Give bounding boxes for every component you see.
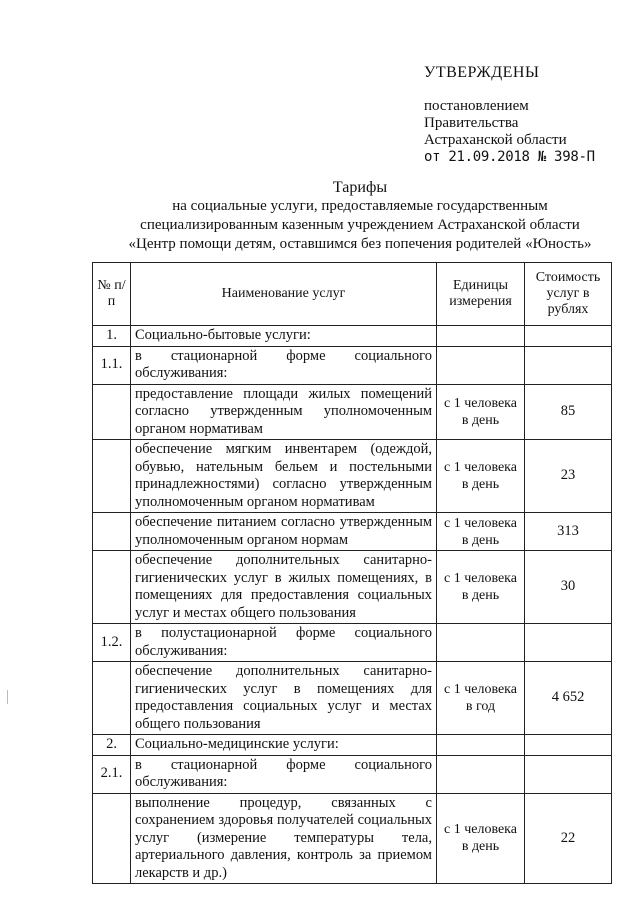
row-name: в стационарной форме социального обслуживания:: [131, 346, 437, 384]
row-num: [93, 551, 131, 624]
header-num: № п/п: [93, 263, 131, 326]
table-row: [93, 551, 612, 624]
table-header-row: [93, 263, 612, 326]
row-unit: [437, 755, 525, 793]
header-name: Наименование услуг: [131, 263, 437, 326]
row-cost: 4 652: [525, 662, 612, 735]
row-unit: [437, 735, 525, 756]
approval-heading: УТВЕРЖДЕНЫ: [424, 64, 540, 81]
approval-line-decree: постановлением: [424, 98, 529, 114]
document-title: Тарифы: [332, 179, 388, 196]
approval-stamp: [424, 64, 634, 166]
document-subtitle-line-3: «Центр помощи детям, оставшимся без попечения родителей «Юность»: [128, 236, 592, 252]
table-row: [93, 755, 612, 793]
row-num: [93, 793, 131, 884]
scan-mark: [7, 690, 8, 704]
approval-line-government: Правительства: [424, 115, 519, 131]
row-cost: [525, 346, 612, 384]
row-cost: 22: [525, 793, 612, 884]
row-unit: [437, 346, 525, 384]
approval-date-number: от 21.09.2018 № 398-П: [424, 149, 595, 165]
table-row: [93, 513, 612, 551]
header-unit: Единицы измерения: [437, 263, 525, 326]
row-name: Социально-бытовые услуги:: [131, 326, 437, 347]
table-row: [93, 793, 612, 884]
document-subtitle-line-1: на социальные услуги, предоставляемые государственным: [172, 198, 548, 214]
table-row: [93, 346, 612, 384]
header-cost: Стоимость услуг в рублях: [525, 263, 612, 326]
row-name: обеспечение дополнительных санитарно-гигиенических услуг в жилых помещениях, в помещениях для предоставления социальных услуг и местах общего пользования: [131, 551, 437, 624]
row-cost: [525, 755, 612, 793]
row-unit: [437, 624, 525, 662]
tariffs-table: [92, 262, 612, 884]
row-cost: 313: [525, 513, 612, 551]
row-unit: с 1 человека в год: [437, 662, 525, 735]
document-subtitle-line-2: специализированным казенным учреждением Астраханской области: [140, 217, 580, 233]
row-num: 1.: [93, 326, 131, 347]
table-row: [93, 735, 612, 756]
row-num: [93, 440, 131, 513]
row-num: [93, 662, 131, 735]
row-name: в полустационарной форме социального обслуживания:: [131, 624, 437, 662]
table-row: [93, 440, 612, 513]
row-name: обеспечение питанием согласно утвержденным уполномоченным органом нормам: [131, 513, 437, 551]
row-name: предоставление площади жилых помещений согласно утвержденным уполномоченным органом нормативам: [131, 384, 437, 440]
row-num: 2.1.: [93, 755, 131, 793]
row-num: [93, 384, 131, 440]
row-unit: с 1 человека в день: [437, 384, 525, 440]
row-cost: [525, 624, 612, 662]
row-unit: с 1 человека в день: [437, 793, 525, 884]
row-num: 1.1.: [93, 346, 131, 384]
row-name: в стационарной форме социального обслуживания:: [131, 755, 437, 793]
row-cost: 30: [525, 551, 612, 624]
table-row: [93, 384, 612, 440]
row-unit: [437, 326, 525, 347]
row-num: [93, 513, 131, 551]
table-row: [93, 624, 612, 662]
row-num: 2.: [93, 735, 131, 756]
row-unit: с 1 человека в день: [437, 551, 525, 624]
row-name: Социально-медицинские услуги:: [131, 735, 437, 756]
row-unit: с 1 человека в день: [437, 440, 525, 513]
row-name: выполнение процедур, связанных с сохранением здоровья получателей социальных услуг (измерение температуры тела, артериального давления, контроль за приемом лекарств и др.): [131, 793, 437, 884]
row-num: 1.2.: [93, 624, 131, 662]
row-cost: 85: [525, 384, 612, 440]
row-cost: [525, 735, 612, 756]
row-cost: [525, 326, 612, 347]
row-unit: с 1 человека в день: [437, 513, 525, 551]
row-cost: 23: [525, 440, 612, 513]
table-row: [93, 326, 612, 347]
table-row: [93, 662, 612, 735]
row-name: обеспечение дополнительных санитарно-гигиенических услуг в помещениях для предоставления социальных услуг и местах общего пользования: [131, 662, 437, 735]
row-name: обеспечение мягким инвентарем (одеждой, обувью, нательным бельем и постельными принадлежностями) согласно утвержденным уполномоченным органом нормативам: [131, 440, 437, 513]
approval-line-region: Астраханской области: [424, 132, 567, 148]
document-title-block: [100, 178, 620, 254]
